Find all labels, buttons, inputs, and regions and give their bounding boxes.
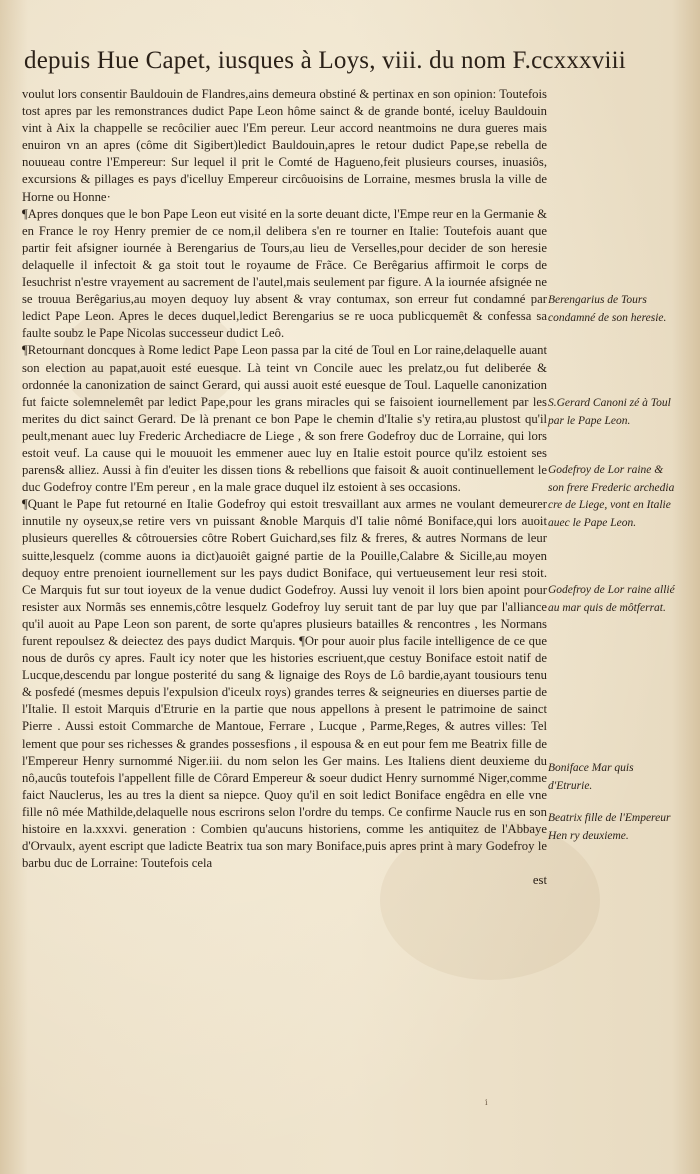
marginal-note: Beatrix fille de l'Empereur Hen ry deuxieme. <box>548 812 671 842</box>
paragraph: ¶Quant le Pape fut retourné en Italie Godefroy qui estoit tresvaillant aux armes ne voulant demeurer innutile ny oyseux,se retire vers vn puissant &noble Marquis d'I talie nômé Boniface,qui lors auoit plusieurs querelles & côtrouersies côtre Robert Guichard,ses filz & freres, & autres Normans de leur suitte,lesquelz (comme auons ia dict)auoiêt gaigné partie de la Pouille,Calabre & Sicille,au moyen dequoy entre prenoient iournellement sur les pays dudict Boniface, qui vertueusement leur resi stoit. Ce Marquis fut sur tout ioyeux de la venue dudict Godefroy. Aussi luy venoit il lors bien apoint pour resister aux Normãs ses ennemis,côtre lesquelz Godefroy luy seruit tant de par luy que par l'alliance qu'il auoit au Pape Leon son parent, de sorte qu'apres plusieurs batailles & rencontres , les Normans furent repoulsez & deiectez des pays dudict Marquis. ¶Or pour auoir plus facile intelligence de ce que nous de durôs cy apres. Fault icy noter que les histories escriuent,que cestuy Boniface estoit natif de Lucque,descendu par longue posterité du sang & lignaige des Roys de Lô bardie,ayant tousiours tenu & posfedé (mesmes depuis l'expulsion d'iceulx roys) grandes terres & seigneuries en diuerses partie de l'Italie. Il estoit Marquis d'Etrurie en la partie que nous appellons à present le patrimoine de sainct Pierre . Aussi estoit Commarche de Mantoue, Ferrare , Lucque , Parme,Reges, & autres villes: Tel lement que pour ses richesses & grandes possesfions , il espousa & en eut pour fem me Beatrix fille de l'Empereur Henry surnommé Niger.iii. du nom selon les Ger mains. Les Italiens dient deuxieme du nô,aucûs toutefois l'appellent fille de Côrard Empereur & soeur dudict Henry surnommé Niger,comme faict Nauclerus, les au tres la dient sa niepce. Quoy qu'il en soit ledict Boniface engêdra en elle vne fille nô mée Mathilde,delaquelle nous escrirons selon l'ordre du temps. Ce confirme Naucle rus en son histoire en la.xxxvi. generation : Combien qu'aucuns historiens, comme les antiquitez de l'Abbaye d'Orvaulx, ayent escript que ladicte Beatrix tua son mary Boniface,puis apres print à mary Godefroy le barbu duc de Lorraine: Toutefois cela <box>22 497 547 871</box>
paragraph: ¶Apres donques que le bon Pape Leon eut visité en la sorte deuant dicte, l'Empe reur en la Germanie & en France le roy Henry premier de ce nom,il delibera s'en re tourner en Italie: Toutefois auant que partir feit afsigner iournée à Berengarius de Tours,au lieu de Verselles,pour decider de son heresie delaquelle il infectoit & ga stoit tout le royaume de Frãce. Ce Berêgarius affirmoit le corps de Iesuchrist n'estre vrayement au sacrement de l'autel,mais seulement par figure. A la iournée afsignée ne se trouua Berêgarius,au moyen dequoy luy absent & vray contumax, son erreur fut condamné par ledict Pape Leon. Apres le deces duquel,ledict Berengarius se re uoca publicquemêt & confessa sa faulte soubz le Pape Nicolas successeur dudict Leô. <box>22 206 547 341</box>
marginal-note: Godefroy de Lor raine allié au mar quis de môtferrat. <box>548 584 675 614</box>
main-text-column <box>22 86 547 889</box>
catchword: est <box>532 873 547 888</box>
marginal-note: Godefroy de Lor raine & son frere Frederic archedia cre de Liege, vont en Italie auec le Pape Leon. <box>548 464 675 529</box>
marginal-note: Berengarius de Tours condamné de son heresie. <box>548 294 667 324</box>
marginal-note: Boniface Mar quis d'Etrurie. <box>548 762 634 792</box>
paragraph: voulut lors consentir Bauldouin de Flandres,ains demeura obstiné & pertinax en son opinion: Toutefois tost apres par les remonstrances dudict Pape Leon hôme sainct & de grande bonté, iceluy Bauldouin vint à Aix la chappelle se recôcilier auec l'Em pereur. Leur accord neantmoins ne dura gueres mais enuiron vn an apres (côme dit Sigibert)ledict Bauldouin,apres le retour dudict Pape,se rebella de nouueau contre l'Empereur: Sur lequel il prit le Comté de Hagueno,feit plusieurs courses, inuasiôs, excursions & pillages es pays d'icelluy Empereur circôuoisins de Lorraine, mesmes brusla la ville de Horne ou Honne· <box>22 87 547 204</box>
marginal-note: S.Gerard Canoni zé à Toul par le Pape Leon. <box>548 397 671 427</box>
paragraph: ¶Retournant doncques à Rome ledict Pape Leon passa par la cité de Toul en Lor raine,delaquelle auant son election au papat,auoit esté euesque. Là teint vn Concile auec les prelatz,ou fut deliberée & ordonnée la canonization de sainct Gerard, qui aussi auoit esté euesque de Toul. Laquelle canonization fut faicte solemnelemêt par ledict Pape,pour les grans miracles qui se faisoient iournellement par les merites du dict sainct Gerard. De là prenant ce bon Pape le chemin d'Italie s'y retira,au plustost qu'il peult,menant auec luy Frederic Archediacre de Liege , & son frere Godefroy duc de Lorraine, qui lors estoit veuf. La cause qui le mouuoit les emmener auec luy en Italie estoit pource qu'ilz estoient ses parens& alliez. Aussi à fin d'euiter les dissen tions & rebellions que faisoit & auoit continuellement le duc Godefroy contre l'Em pereur , en la male grace duquel ilz estoient à ses occasions. <box>22 343 547 495</box>
signature-mark: i <box>485 1098 488 1107</box>
running-header: depuis Hue Capet, iusques à Loys, viii. du nom F.ccxxxviii <box>24 47 626 74</box>
